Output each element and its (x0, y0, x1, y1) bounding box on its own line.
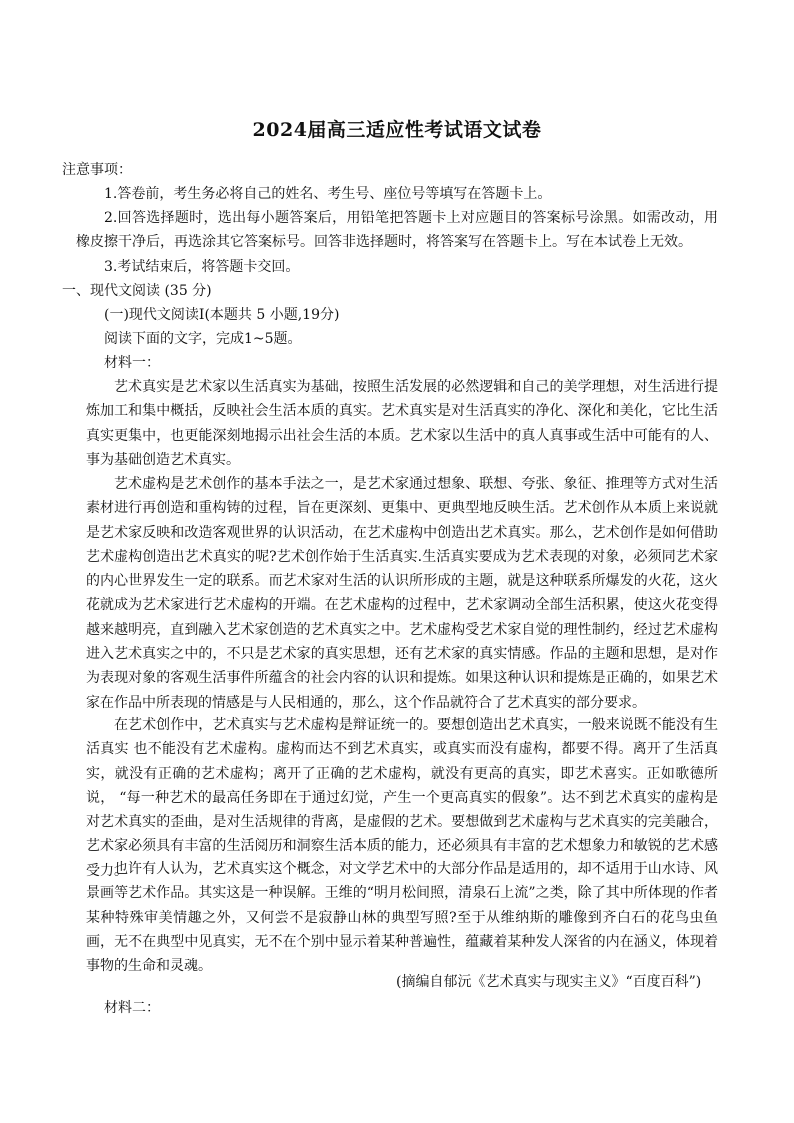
material-1-paragraph-2: 艺术虚构是艺术创作的基本手法之一，是艺术家通过想象、联想、夸张、象征、推理等方式对生活素材进行再创造和重构铸的过程，旨在更深刻、更集中、更典型地反映生活。艺术创作从本质上来说就是艺术家反映和改造客观世界的认识活动，在艺术虚构中创造出艺术真实。那么，艺术创作是如何借助艺术虚构创造出艺术真实的呢?艺术创作始于生活真实.生活真实要成为艺术表现的对象，必须同艺术家的内心世界发生一定的联系。而艺术家对生活的认识所形成的主题，就是这种联系所爆发的火花，这火花就成为艺术家进行艺术虚构的开端。在艺术虚构的过程中，艺术家调动全部生活积累，使这火花变得越来越明亮，直到融入艺术家创造的艺术真实之中。艺术虚构受艺术家自觉的理性制约，经过艺术虚构进入艺术真实之中的，不只是艺术家的真实思想，还有艺术家的真实情感。作品的主题和思想，是对作为表现对象的客观生活事件所蕴含的社会内容的认识和提炼。如果这种认识和提炼是正确的，如果艺术家在作品中所表现的情感是与人民相通的，那么，这个作品就符合了艺术真实的部分要求。 (86, 476, 718, 711)
section-heading: 一、现代文阅读 (35 分) (62, 283, 212, 299)
material-1-label: 材料一： (104, 355, 160, 371)
reading-instruction: 阅读下面的文字，完成1~5题。 (104, 331, 302, 347)
notice-item-2: 2.回答选择题时，选出每小题答案后，用铅笔把答题卡上对应题目的答案标号涂黑。如需改动，用橡皮擦干净后，再选涂其它答案标号。回答非选择题时，将答案写在答题卡上。写在本试卷上无效。 (76, 210, 718, 251)
material-1-source: (摘编自郁沅《艺术真实与现实主义》“百度百科”) (396, 974, 702, 990)
material-1-paragraph-4: 也许有人认为，艺术真实这个概念，对文学艺术中的大部分作品是适用的，却不适用于山水诗、风景画等艺术作品。其实这是一种误解。王维的“明月松间照，清泉石上流”之类，除了其中所体现的作者某种特殊审美情趣之外，又何尝不是寂静山林的典型写照?至于从维纳斯的雕像到齐白石的花鸟虫鱼画，无不在典型中见真实，无不在个别中显示着某种普遍性，蕴藏着某种发人深省的内在涵义，体现着事物的生命和灵魂。 (86, 861, 718, 975)
notice-item-1: 1.答卷前，考生务必将自己的姓名、考生号、座位号等填写在答题卡上。 (104, 186, 552, 202)
material-2-label: 材料二： (104, 1000, 160, 1016)
page-title: 2024届高三适应性考试语文试卷 (252, 119, 542, 141)
material-1-paragraph-1: 艺术真实是艺术家以生活真实为基础，按照生活发展的必然逻辑和自己的美学理想，对生活进行提炼加工和集中概括，反映社会生活本质的真实。艺术真实是对生活真实的净化、深化和美化，它比生活真实更集中，也更能深刻地揭示出社会生活的本质。艺术家以生活中的真人真事或生活中可能有的人、事为基础创造艺术真实。 (86, 379, 718, 468)
section-subheading: (一)现代文阅读Ⅰ(本题共 5 小题,19分) (104, 307, 340, 323)
notice-item-3: 3.考试结束后，将答题卡交回。 (104, 259, 300, 275)
notice-heading: 注意事项： (62, 162, 132, 178)
material-1-paragraph-3: 在艺术创作中，艺术真实与艺术虚构是辩证统一的。要想创造出艺术真实，一般来说既不能没有生活真实 也不能没有艺术虚构。虚构而达不到艺术真实，或真实而没有虚构，都要不得。离开了生活真实，就没有正确的艺术虚构；离开了正确的艺术虚构，就没有更高的真实，即艺术喜实。正如歌德所说， “每一种艺术的最高任务即在于通过幻觉，产生一个更高真实的假象”。达不到艺术真实的虚构是对艺术真实的歪曲，是对生活规律的背离，是虚假的艺术。要想做到艺术虚构与艺术真实的完美融合，艺术家必须具有丰富的生活阅历和洞察生活本质的能力，还必须具有丰富的艺术想象力和敏锐的艺术感受力。 (86, 717, 718, 879)
